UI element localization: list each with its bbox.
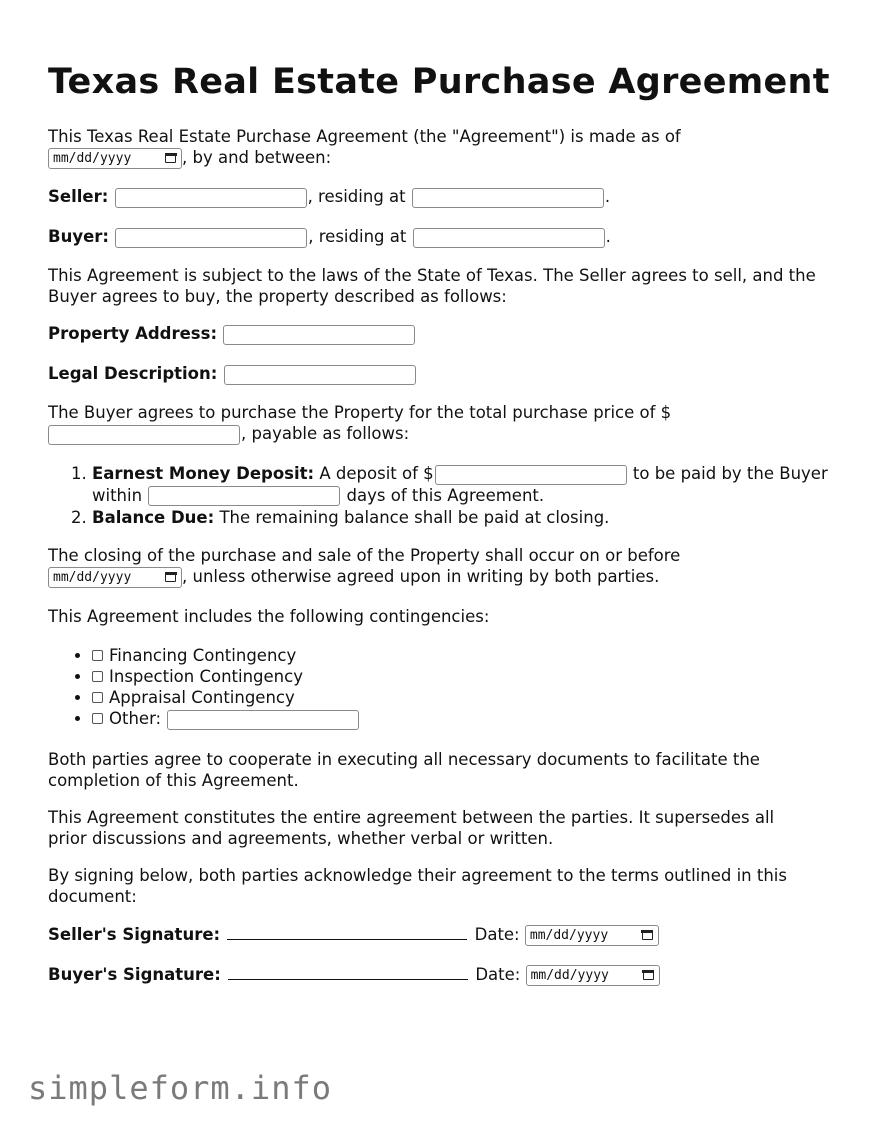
inspection-label: Inspection Contingency — [109, 667, 303, 686]
seller-address-input[interactable] — [412, 188, 604, 208]
calendar-icon — [643, 970, 654, 980]
property-address-input[interactable] — [223, 325, 415, 345]
payment-item-balance — [92, 507, 838, 528]
purchase-price-input[interactable] — [48, 425, 240, 445]
intro-text: This Texas Real Estate Purchase Agreement (the "Agreement") is made as of — [48, 127, 681, 146]
buyer-signature-label: Buyer's Signature: — [48, 965, 221, 984]
closing-text: The closing of the purchase and sale of the Property shall occur on or before — [48, 546, 681, 565]
other-label: Other: — [109, 709, 162, 728]
page-title: Texas Real Estate Purchase Agreement — [48, 62, 830, 102]
closing-text-after: , unless otherwise agreed upon in writing by both parties. — [182, 567, 660, 586]
buyer-residing-text: , residing at — [308, 227, 407, 246]
seller-period: . — [604, 187, 611, 206]
other-contingency-input[interactable] — [167, 710, 359, 730]
earnest-text-c: days of this Agreement. — [341, 485, 545, 505]
seller-date-label: Date: — [474, 925, 520, 944]
calendar-icon — [165, 572, 176, 582]
buyer-address-input[interactable] — [413, 228, 605, 248]
date-placeholder: mm/dd/yyyy — [53, 570, 132, 585]
inspection-checkbox[interactable] — [92, 671, 103, 682]
legal-description-input[interactable] — [224, 365, 416, 385]
watermark: simpleform.info — [28, 1069, 332, 1107]
intro-text-after: , by and between: — [182, 148, 332, 167]
balance-text: The remaining balance shall be paid at closing. — [214, 508, 610, 527]
seller-label: Seller: — [48, 187, 109, 206]
price-text: The Buyer agrees to purchase the Property for the total purchase price of $ — [48, 403, 672, 422]
seller-signature-field[interactable] — [227, 923, 467, 940]
calendar-icon — [165, 153, 176, 163]
earnest-days-input[interactable] — [148, 486, 340, 506]
seller-signature-line — [48, 923, 838, 946]
financing-label: Financing Contingency — [109, 646, 297, 665]
laws-paragraph: This Agreement is subject to the laws of the State of Texas. The Seller agrees to sell, and the Buyer agrees to buy, the property described as follows: — [48, 266, 816, 306]
signing-paragraph: By signing below, both parties acknowledge their agreement to the terms outlined in this document: — [48, 866, 787, 906]
cooperate-paragraph: Both parties agree to cooperate in executing all necessary documents to facilitate the completion of this Agreement. — [48, 750, 760, 790]
property-address-line — [48, 323, 838, 345]
entire-agreement-paragraph: This Agreement constitutes the entire agreement between the parties. It supersedes all prior discussions and agreements, whether verbal or written. — [48, 808, 775, 848]
payment-list — [48, 463, 838, 528]
buyer-date-label: Date: — [475, 965, 521, 984]
contingencies-intro: This Agreement includes the following contingencies: — [48, 607, 490, 626]
payment-item-earnest — [92, 463, 838, 506]
other-checkbox[interactable] — [92, 713, 103, 724]
closing-paragraph — [48, 545, 838, 588]
buyer-period: . — [605, 227, 611, 246]
seller-line — [48, 186, 838, 208]
agreement-date-input[interactable] — [48, 148, 182, 169]
buyer-signature-line — [48, 963, 838, 986]
calendar-icon — [642, 930, 653, 940]
property-address-label: Property Address: — [48, 324, 218, 343]
appraisal-checkbox[interactable] — [92, 692, 103, 703]
date-placeholder: mm/dd/yyyy — [53, 151, 132, 166]
contingency-item-financing — [92, 645, 838, 666]
seller-signature-date-input[interactable] — [525, 925, 659, 946]
appraisal-label: Appraisal Contingency — [109, 688, 295, 707]
buyer-signature-field[interactable] — [228, 963, 468, 980]
price-text-after: , payable as follows: — [241, 424, 410, 443]
contingency-item-other — [92, 708, 838, 730]
buyer-label: Buyer: — [48, 227, 110, 246]
earnest-deposit-input[interactable] — [435, 465, 627, 485]
intro-paragraph — [48, 126, 838, 169]
buyer-signature-date-input[interactable] — [526, 965, 660, 986]
buyer-line — [48, 226, 838, 248]
seller-residing-text: , residing at — [307, 187, 406, 206]
contingency-item-inspection — [92, 666, 838, 687]
date-placeholder: mm/dd/yyyy — [530, 968, 609, 983]
financing-checkbox[interactable] — [92, 650, 103, 661]
contingency-item-appraisal — [92, 687, 838, 708]
date-placeholder: mm/dd/yyyy — [529, 928, 609, 943]
seller-name-input[interactable] — [115, 188, 307, 208]
legal-description-line — [48, 363, 838, 385]
earnest-label: Earnest Money Deposit: — [92, 464, 315, 483]
earnest-text-a: A deposit of $ — [314, 464, 434, 483]
contingency-list — [48, 645, 838, 730]
price-paragraph — [48, 402, 838, 445]
earnest-text-b: to be paid by the Buyer within — [92, 464, 828, 505]
seller-signature-label: Seller's Signature: — [48, 925, 221, 944]
closing-date-input[interactable] — [48, 567, 182, 588]
buyer-name-input[interactable] — [115, 228, 307, 248]
legal-description-label: Legal Description: — [48, 364, 218, 383]
balance-label: Balance Due: — [92, 508, 215, 527]
